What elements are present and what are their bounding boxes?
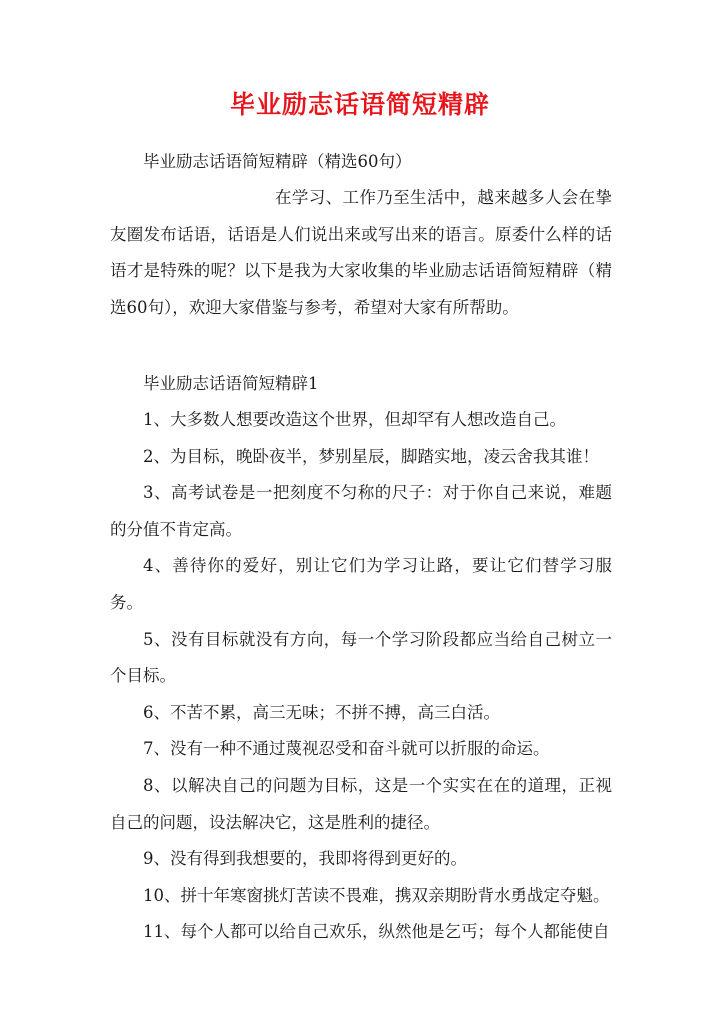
quote-item: 9、没有得到我想要的，我即将得到更好的。 — [143, 849, 467, 869]
quote-item: 2、为目标，晚卧夜半，梦别星辰，脚踏实地，凌云舍我其谁！ — [143, 446, 599, 466]
quote-item: 1、大多数人想要改造这个世界，但却罕有人想改造自己。 — [143, 410, 566, 429]
section-heading: 毕业励志话语简短精辟1 — [143, 374, 319, 393]
quote-item: 8、以解决自己的问题为目标，这是一个实实在在的道理，正视自己的问题，设法解决它，这是胜利的捷径。 — [110, 775, 612, 832]
document-title: 毕业励志话语简短精辟 — [229, 90, 490, 119]
quote-item: 3、高考试卷是一把刻度不匀称的尺子：对于你自己来说，难题的分值不肯定高。 — [110, 483, 612, 539]
quote-item: 4、善待你的爱好，别让它们为学习让路，要让它们替学习服务。 — [110, 556, 612, 612]
quote-item: 7、没有一种不通过蔑视忍受和奋斗就可以折服的命运。 — [143, 739, 550, 759]
quote-list — [110, 402, 612, 951]
quote-item: 5、没有目标就没有方向，每一个学习阶段都应当给自己树立一个目标。 — [110, 629, 612, 686]
intro-paragraph: 在学习、工作乃至生活中，越来越多人会在挚友圈发布话语，话语是人们说出来或写出来的语言。原委什么样的话语才是特殊的呢？以下是我为大家收集的毕业励志话语简短精辟（精选60句），欢迎大家借鉴与参考，希望对大家有所帮助。 — [110, 188, 612, 317]
quote-item: 10、拼十年寒窗挑灯苦读不畏难，携双亲期盼背水勇战定夺魁。 — [143, 885, 610, 905]
document-subtitle: 毕业励志话语简短精辟（精选60句） — [143, 152, 412, 171]
quote-item: 11、每个人都可以给自己欢乐，纵然他是乞丐；每个人都能使自 — [143, 922, 610, 942]
quote-item: 6、不苦不累，高三无味；不拼不搏，高三白活。 — [143, 702, 500, 722]
